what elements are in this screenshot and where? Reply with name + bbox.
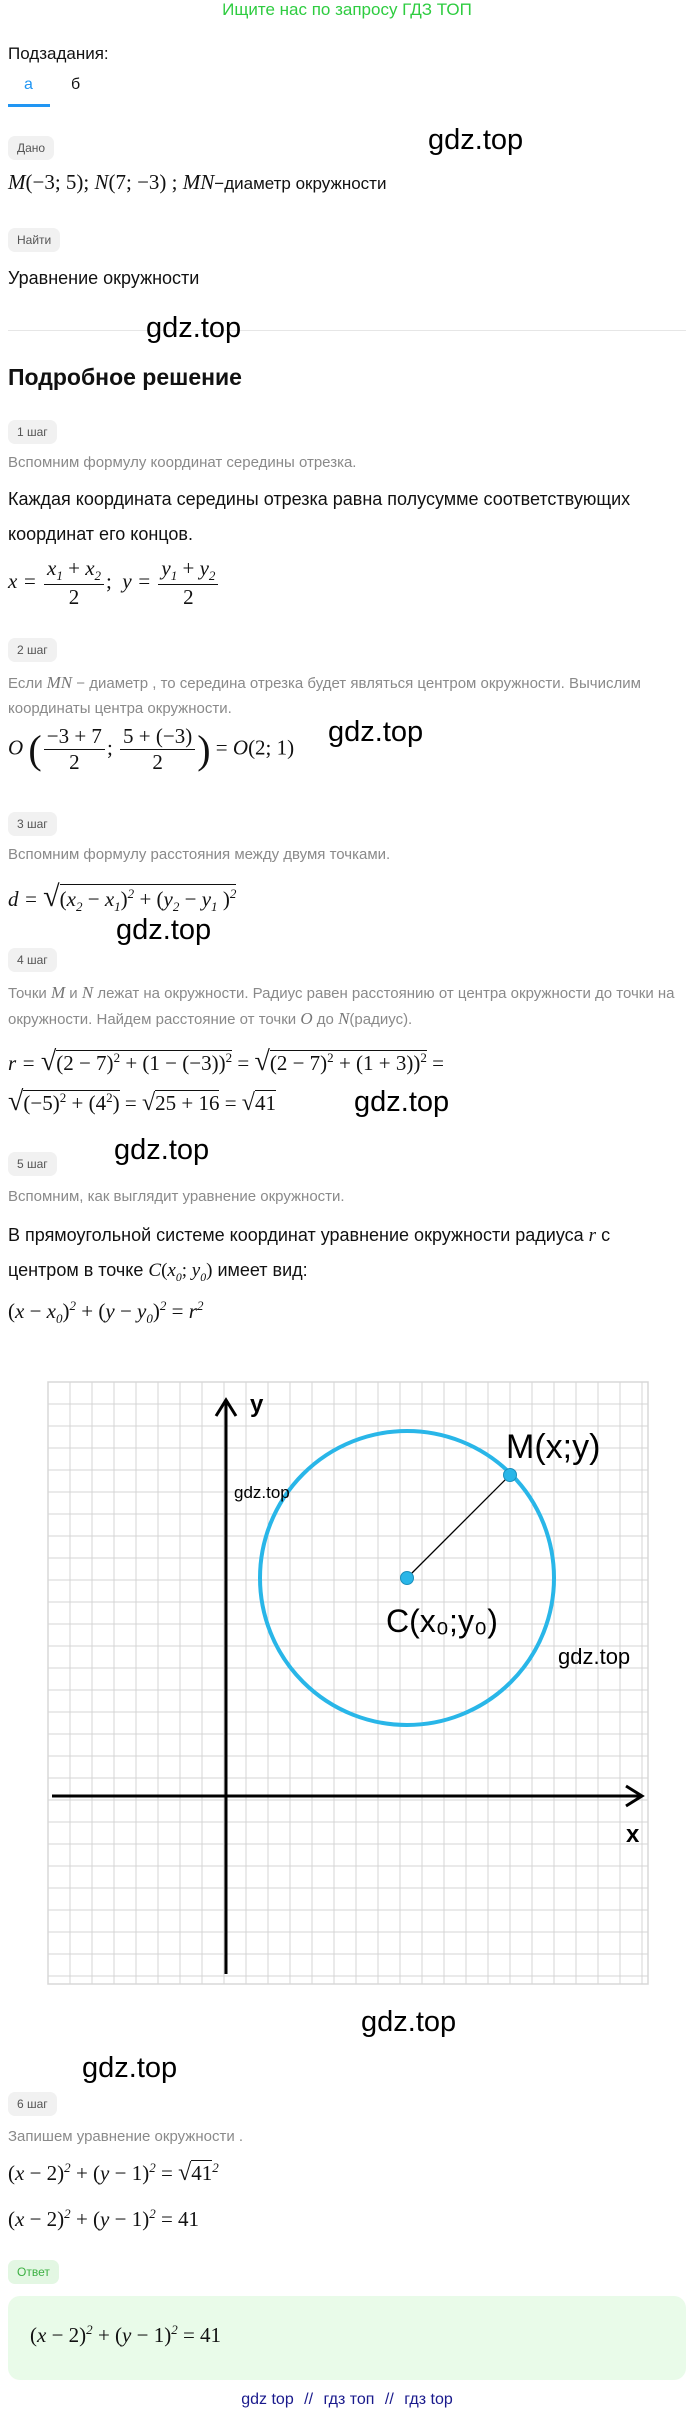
footer-link-2[interactable]: гдз топ: [323, 2391, 375, 2408]
answer-chip: Ответ: [8, 2260, 59, 2284]
step-4-hint-a: Точки: [8, 985, 47, 1002]
x-axis-label: x: [626, 1821, 640, 1848]
subtasks-title: Подзадания:: [8, 44, 109, 63]
tab-a-underline: [8, 104, 50, 107]
step-5-hint: Вспомним, как выглядит уравнение окружности.: [8, 1188, 345, 1205]
distance-formula: $d = √(x_2 - x_1)^2 + (y_2 - y_1$ )$^2$: [8, 880, 237, 915]
step-2-chip: 2 шаг: [8, 638, 57, 662]
watermark: gdz.top: [82, 2052, 178, 2084]
step-5-text-a: В прямоугольной системе координат уравнение окружности радиуса: [8, 1225, 584, 1245]
step-4-hint-d: до: [316, 1011, 334, 1028]
y-axis-label: y: [250, 1391, 264, 1418]
watermark: gdz.top: [114, 1134, 210, 1166]
watermark: gdz.top: [328, 716, 424, 748]
step-5-text: В прямоугольной системе координат уравнение окружности радиуса r с центром в точке $C(x_0$; $y_0$) имеет вид:: [8, 1225, 611, 1284]
diagram-watermark-right: gdz.top: [558, 1644, 631, 1669]
tab-b[interactable]: б: [71, 76, 81, 93]
radius-calc-line-1: $r = √(2 - 7)^2 + (1 - (-3))^2 = √(2 - 7)^2 + (1 + 3))^2$ =: [8, 1046, 444, 1077]
point-c: [401, 1572, 414, 1585]
watermark: gdz.top: [428, 124, 524, 156]
given-text: −диаметр окружности: [214, 174, 387, 193]
step-1-hint: Вспомним формулу координат середины отрезка.: [8, 454, 357, 471]
radius-calc-line-2: $√(-5)^2 + (4^2) = √25 + 16 = √41$: [8, 1086, 276, 1117]
tab-a[interactable]: а: [24, 76, 33, 93]
solution-title: Подробное решение: [8, 364, 242, 390]
watermark: gdz.top: [361, 2006, 457, 2038]
step-6-hint: Запишем уравнение окружности .: [8, 2128, 244, 2145]
find-chip: Найти: [8, 228, 60, 252]
center-calc: O ( $\frac{-3 + 7}{2}$ ; $\frac{5 + (-3)}{2}$ ) = O(2; 1): [8, 724, 295, 775]
point-m-label: M(x;y): [506, 1428, 601, 1466]
footer-link-3[interactable]: гдз top: [404, 2391, 453, 2408]
step-4-hint: Точки M и N лежат на окружности. Радиус равен расстоянию от центра окружности до точки на окружности. Найдем расстояние от точки O до N(радиус).: [8, 983, 675, 1028]
step-4-chip: 4 шаг: [8, 948, 57, 972]
circle-equation-general: $(x - x_0)^2 + (y - y_0)^2 = r^2$: [8, 1298, 204, 1327]
step-1-text: Каждая координата середины отрезка равна полусумме соответствующих координат его концов.: [8, 489, 631, 544]
diagram-watermark-left: gdz.top: [234, 1483, 290, 1502]
step-6-chip: 6 шаг: [8, 2092, 57, 2116]
step-5-text-b: с центром в точке: [8, 1225, 611, 1280]
answer-equation: $(x - 2)^2 + (y - 1)^2 = 41$: [30, 2322, 222, 2347]
midpoint-formula: x = $\frac{x_1 + x_2}{2}$ ; y = $\frac{y_1 + y_2}{2}$: [8, 556, 220, 610]
find-text: Уравнение окружности: [8, 268, 200, 288]
step-6-equation-2: $(x - 2)^2 + (y - 1)^2 = 41$: [8, 2206, 200, 2231]
step-2-hint-b: − диаметр , то середина отрезка будет являться центром окружности. Вычислим координаты центра окружности.: [8, 675, 641, 717]
footer-sep: //: [304, 2391, 314, 2408]
step-5-chip: 5 шаг: [8, 1152, 57, 1176]
divider: [8, 330, 686, 331]
footer: [0, 2391, 694, 2409]
footer-sep: //: [384, 2391, 394, 2408]
grid: [48, 1382, 648, 1984]
step-4-hint-b: и: [69, 985, 78, 1002]
footer-link-1[interactable]: gdz top: [241, 2391, 294, 2408]
given-chip: Дано: [8, 136, 54, 160]
step-4-hint-e: (радиус).: [349, 1011, 413, 1028]
watermark: gdz.top: [116, 914, 212, 946]
given-content: [8, 170, 386, 195]
step-2-hint-a: Если: [8, 675, 43, 692]
step-2-hint: Если MN − диаметр , то середина отрезка будет являться центром окружности. Вычислим координаты центра окружности.: [8, 673, 641, 717]
step-6-equation-1: $(x - 2)^2 + (y - 1)^2 = √41^2$: [8, 2160, 219, 2186]
given-math: M(−3; 5); N(7; −3) ; MN: [8, 170, 215, 194]
step-3-hint: Вспомним формулу расстояния между двумя точками.: [8, 846, 391, 863]
point-m: [504, 1469, 517, 1482]
step-1-chip: 1 шаг: [8, 420, 57, 444]
top-banner[interactable]: Ищите нас по запросу ГДЗ ТОП: [222, 0, 472, 19]
step-3-chip: 3 шаг: [8, 812, 57, 836]
circle-diagram: [0, 1364, 694, 2064]
step-5-text-c: имеет вид:: [217, 1260, 308, 1280]
point-c-label: C(x₀;y₀): [386, 1603, 498, 1639]
watermark: gdz.top: [354, 1086, 450, 1118]
watermark: gdz.top: [146, 312, 242, 344]
step-4-hint-c: лежат на окружности. Радиус равен расстоянию от центра окружности до точки на окружности. Найдем расстояние от точки: [8, 985, 675, 1028]
